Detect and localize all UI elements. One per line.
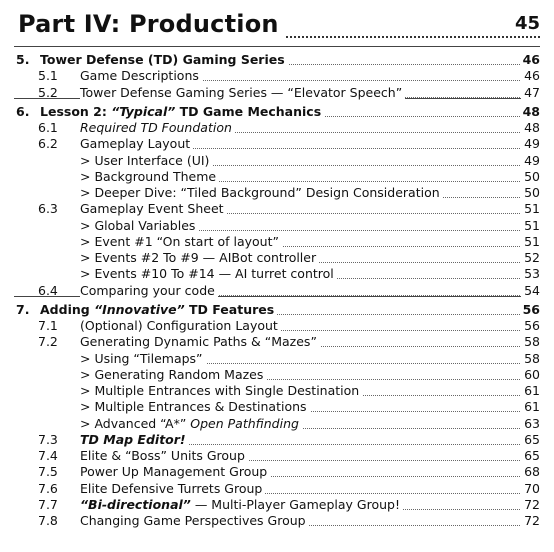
toc-title-text: Gameplay Layout: [80, 136, 191, 152]
toc-title-text: Changing Game Perspectives Group: [80, 513, 306, 528]
toc-page-number: 49: [521, 136, 540, 152]
part-page-number: 45: [509, 13, 540, 34]
toc-section-row[interactable]: [0, 497, 554, 513]
toc-title-text: > Generating Random Mazes: [80, 366, 264, 382]
toc-subsection-row[interactable]: [0, 383, 554, 399]
toc-title-pre: > Advanced “A*”: [80, 415, 191, 431]
toc-entry-number: 7.: [16, 301, 30, 317]
toc-entry-number: 6.: [16, 103, 30, 119]
toc-section-row[interactable]: [0, 334, 554, 350]
toc-title-text: > Multiple Entrances with Single Destination: [80, 383, 360, 398]
toc-chapter-row[interactable]: [0, 302, 554, 318]
toc-entry-number: 7.6: [38, 480, 58, 496]
toc-entry-title: [80, 351, 206, 367]
toc-title-text: Elite Defensive Turrets Group: [80, 480, 263, 496]
toc-page-number: 49: [521, 153, 540, 169]
toc-entry-number: 7.2: [38, 334, 58, 350]
toc-entry-title: [80, 481, 265, 497]
toc-entry-title: [80, 169, 219, 185]
toc-subsection-row[interactable]: [0, 399, 554, 415]
toc-title-text: Elite & “Boss” Units Group: [80, 448, 245, 463]
toc-entry-number: 5.2: [38, 84, 58, 100]
toc-subsection-row[interactable]: [0, 416, 554, 432]
toc-title-text: > Event #1 “On start of layout”: [80, 233, 279, 249]
part-heading: [18, 10, 540, 44]
toc-entry-title: [80, 383, 362, 399]
toc-section-row[interactable]: [0, 318, 554, 334]
toc-page-number: 65: [521, 432, 540, 448]
toc-page-number: 72: [521, 497, 540, 513]
toc-section-row[interactable]: [0, 464, 554, 480]
toc-page-number: 52: [521, 250, 540, 266]
toc-entry-number: 5.1: [38, 68, 58, 84]
toc-subsection-row[interactable]: [0, 367, 554, 383]
toc-section-row[interactable]: [0, 432, 554, 448]
toc-page-number: 61: [521, 383, 540, 399]
toc-page-number: 48: [520, 104, 540, 120]
toc-title-bi: TD Map Editor!: [80, 431, 186, 447]
toc-entry-number: 7.4: [38, 448, 58, 463]
toc-subsection-row[interactable]: [0, 218, 554, 234]
toc-title-post: — Multi-Player Gameplay Group!: [190, 496, 400, 512]
toc-entry-number: 6.3: [38, 201, 58, 217]
toc-entry-title: [40, 302, 277, 318]
toc-entry-title: [80, 250, 319, 266]
toc-title-text: > Background Theme: [80, 168, 217, 184]
toc-title-post: TD Features: [184, 301, 275, 317]
toc-page-number: 58: [521, 351, 540, 367]
toc-entry-title: [80, 218, 198, 234]
toc-title-text: > Global Variables: [80, 217, 196, 233]
toc-entry-number: 6.4: [38, 282, 58, 298]
toc-section-row[interactable]: [0, 448, 554, 464]
toc-entry-number: 6.1: [38, 120, 58, 135]
toc-page-number: 46: [521, 68, 540, 84]
toc-page-number: 58: [521, 334, 540, 350]
toc-entry-title: [80, 334, 320, 350]
toc-title-it: Open Pathfinding: [190, 415, 299, 431]
toc-title-text: Game Descriptions: [80, 68, 199, 84]
toc-title-text: > Using “Tilemaps”: [80, 350, 203, 366]
toc-subsection-row[interactable]: [0, 185, 554, 201]
toc-page-number: 47: [521, 85, 540, 101]
toc-title-it: “Innovative”: [94, 301, 185, 317]
toc-title-text: Comparing your code: [80, 282, 215, 298]
toc-title-text: Tower Defense (TD) Gaming Series: [40, 52, 285, 67]
toc-section-row[interactable]: [0, 68, 554, 84]
toc-section-row[interactable]: [0, 120, 554, 136]
toc-entry-number: 5.: [16, 52, 30, 67]
toc-subsection-row[interactable]: [0, 250, 554, 266]
toc-page-number: 60: [521, 367, 540, 383]
toc-page-number: 56: [520, 302, 540, 318]
toc-title-it: “Typical”: [111, 103, 176, 119]
toc-title-it: Required TD Foundation: [80, 120, 232, 135]
toc-title-text: Power Up Management Group: [80, 464, 268, 480]
toc-page-number: 56: [521, 318, 540, 334]
toc-subsection-row[interactable]: [0, 169, 554, 185]
toc-entry-title: [80, 367, 266, 383]
toc-section-row[interactable]: [0, 136, 554, 152]
toc-title-text: > Events #2 To #9 — AIBot controller: [80, 250, 317, 265]
toc-entry-title: [80, 234, 282, 250]
toc-page-number: 48: [521, 120, 540, 136]
toc-entry-title: [80, 432, 189, 448]
toc-entry-title: [80, 318, 281, 334]
toc-title-text: > Multiple Entrances & Destinations: [80, 399, 307, 415]
toc-entry-title: [80, 513, 309, 529]
toc-page-number: 53: [521, 266, 540, 282]
toc-entry-number: 7.5: [38, 464, 58, 480]
toc-entry-title: [40, 104, 324, 120]
toc-subsection-row[interactable]: [0, 351, 554, 367]
toc-entry-title: [40, 52, 288, 68]
toc-title-text: > Deeper Dive: “Tiled Background” Design Consideration: [80, 185, 440, 200]
toc-entry-title: [80, 283, 218, 299]
toc-entry-number: 7.7: [38, 496, 58, 512]
toc-title-pre: Adding: [40, 301, 95, 317]
toc-page-number: 50: [521, 169, 540, 185]
toc-page-number: 50: [521, 185, 540, 201]
toc-entry-number: 7.1: [38, 318, 58, 333]
toc-title-text: Tower Defense Gaming Series — “Elevator Speech”: [80, 84, 403, 100]
toc-subsection-row[interactable]: [0, 153, 554, 169]
toc-title-bi: “Bi-directional”: [80, 496, 191, 512]
toc-title-text: (Optional) Configuration Layout: [80, 318, 278, 333]
toc-title-text: Gameplay Event Sheet: [80, 201, 224, 217]
toc-page-number: 70: [521, 481, 540, 497]
toc-page-number: 51: [521, 201, 540, 217]
toc-page-number: 51: [521, 234, 540, 250]
toc-page-number: 51: [521, 218, 540, 234]
toc-chapter-row[interactable]: [0, 104, 554, 120]
toc-page-number: 46: [520, 52, 540, 68]
toc-entry-title: [80, 464, 270, 480]
toc-entry-number: 6.2: [38, 136, 58, 152]
toc-entry-title: [80, 85, 405, 101]
toc-chapter-row[interactable]: [0, 52, 554, 68]
toc-title-post: TD Game Mechanics: [175, 103, 322, 119]
toc-page-number: 68: [521, 464, 540, 480]
part-title: Part IV: Production: [18, 10, 285, 38]
toc-title-text: > Events #10 To #14 — AI turret control: [80, 266, 334, 282]
toc-title-pre: Lesson 2:: [40, 103, 112, 119]
toc-entry-title: [80, 448, 248, 464]
toc-entry-title: [80, 497, 403, 513]
toc-section-row[interactable]: [0, 201, 554, 217]
toc-entry-title: [80, 153, 212, 169]
toc-entry-title: [80, 68, 202, 84]
toc-page-number: 72: [521, 513, 540, 529]
toc-entry-title: [80, 416, 302, 432]
toc-entry-title: [80, 201, 227, 217]
toc-subsection-row[interactable]: [0, 234, 554, 250]
toc-section-row[interactable]: [0, 481, 554, 497]
chapter-divider: [14, 46, 540, 47]
toc-page-number: 63: [521, 416, 540, 432]
toc-entry-number: 7.3: [38, 431, 58, 447]
toc-page-number: 61: [521, 399, 540, 415]
toc-entry-title: [80, 120, 235, 136]
toc-page-number: 54: [521, 283, 540, 299]
toc-subsection-row[interactable]: [0, 266, 554, 282]
toc-entry-title: [80, 136, 193, 152]
toc-entry-number: 7.8: [38, 513, 58, 528]
toc-title-text: Generating Dynamic Paths & “Mazes”: [80, 334, 317, 350]
toc-section-row[interactable]: [0, 513, 554, 529]
toc-entry-title: [80, 185, 443, 201]
toc-page-number: 65: [521, 448, 540, 464]
toc-entry-title: [80, 266, 337, 282]
toc-title-text: > User Interface (UI): [80, 152, 210, 168]
toc-entry-title: [80, 399, 310, 415]
